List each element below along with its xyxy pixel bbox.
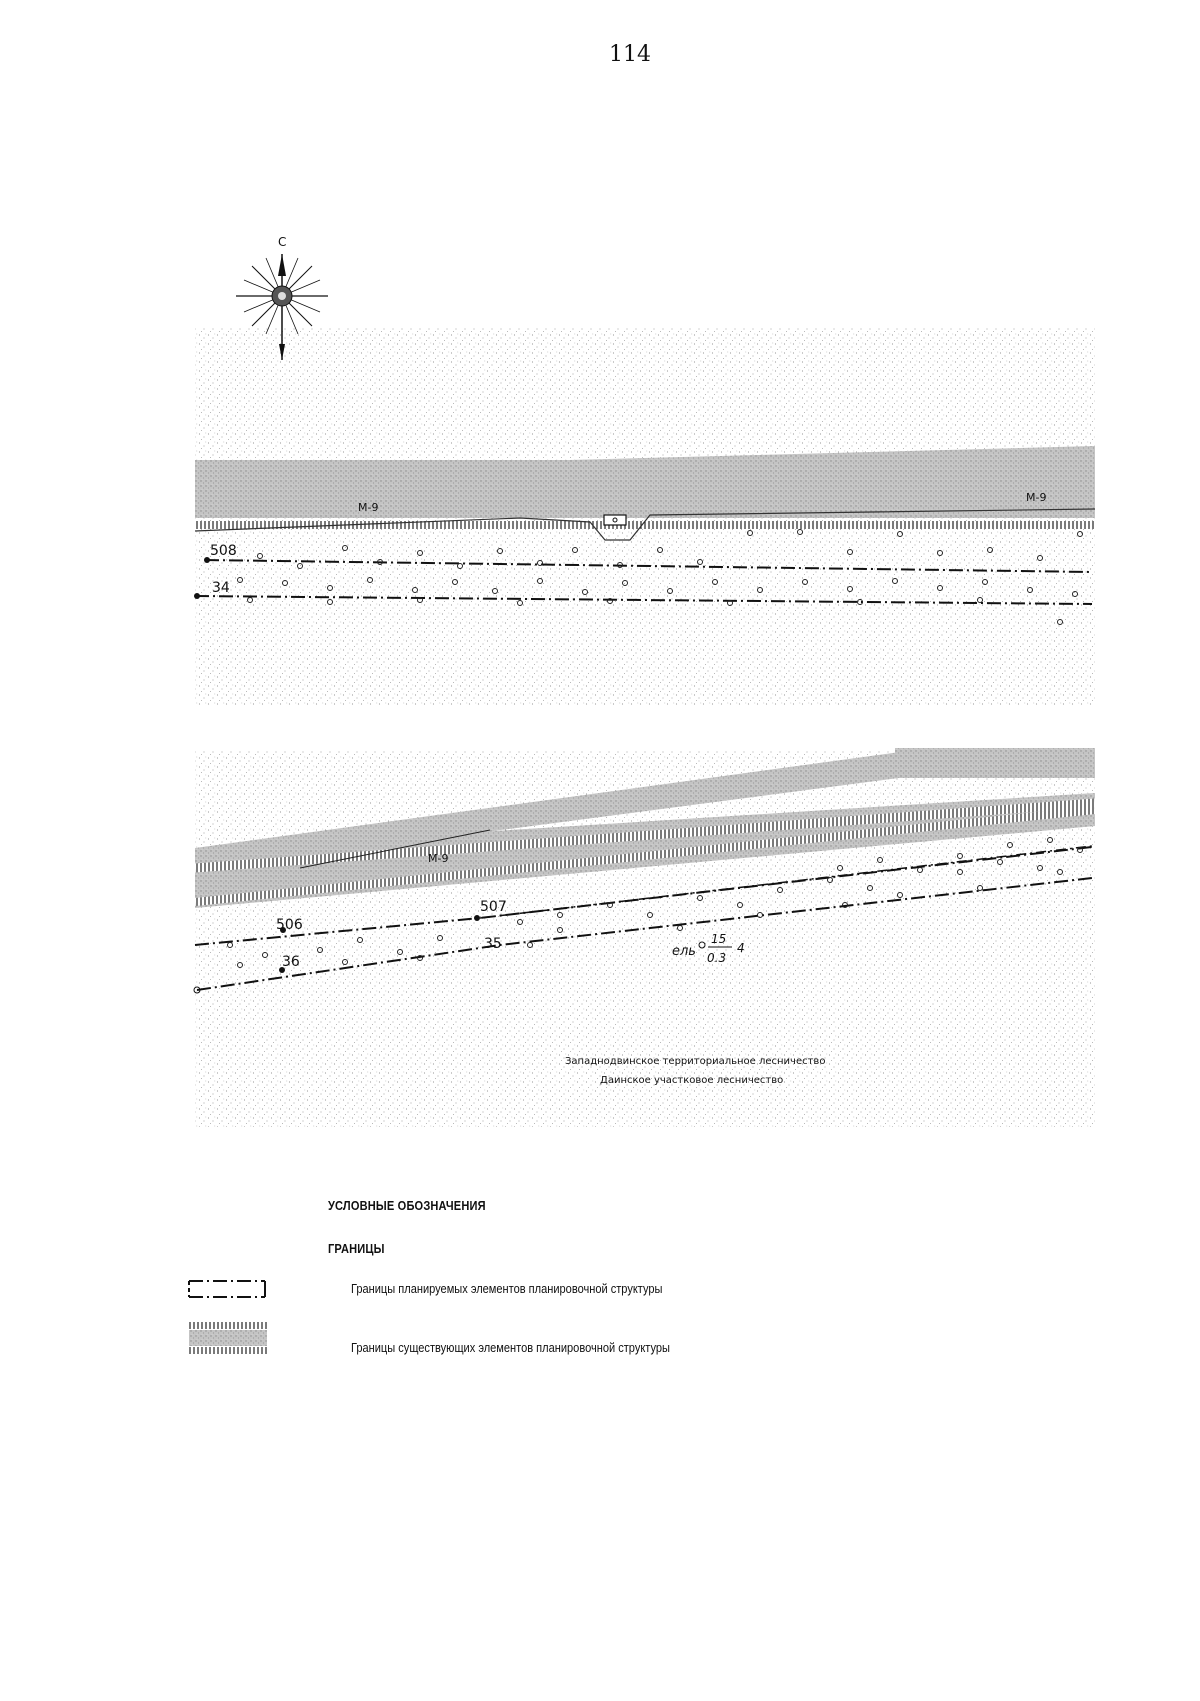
dash-dot-boundary-icon bbox=[185, 1275, 270, 1301]
forest-class-label: 4 bbox=[737, 941, 745, 955]
point-label-506: 506 bbox=[276, 917, 303, 933]
forestry-label-line1: Западнодвинское территориальное лесничество bbox=[565, 1056, 826, 1067]
page-number: 114 bbox=[609, 42, 651, 67]
road-structure-icon bbox=[604, 515, 626, 525]
north-label: С bbox=[278, 235, 287, 249]
legend-subtitle: ГРАНИЦЫ bbox=[328, 1241, 385, 1256]
road-label-upper-left: М-9 bbox=[358, 501, 379, 514]
legend-item-planned bbox=[185, 1275, 1085, 1305]
map-fragment-upper bbox=[194, 328, 1095, 705]
point-label-34: 34 bbox=[212, 580, 230, 596]
legend-item-existing bbox=[185, 1320, 1085, 1355]
legend-title: УСЛОВНЫЕ ОБОЗНАЧЕНИЯ bbox=[328, 1198, 486, 1213]
forest-numerator-label: 15 bbox=[711, 932, 727, 946]
forest-denominator-label: 0.3 bbox=[707, 951, 727, 965]
hatched-boundary-icon bbox=[185, 1320, 270, 1360]
legend-label-existing: Границы существующих элементов планировочной структуры bbox=[351, 1340, 670, 1355]
map-fragment-lower bbox=[194, 748, 1095, 1127]
road-label-lower: М-9 bbox=[428, 852, 449, 865]
point-label-508: 508 bbox=[210, 543, 237, 559]
road-label-upper-right: М-9 bbox=[1026, 491, 1047, 504]
forest-species-label: ель bbox=[672, 944, 696, 959]
road-corridor-upper bbox=[195, 460, 1095, 518]
point-label-35: 35 bbox=[484, 936, 502, 952]
forestry-label-line2: Даинское участковое лесничество bbox=[600, 1075, 784, 1086]
point-label-36: 36 bbox=[282, 954, 300, 970]
terrain-patch-lower bbox=[895, 748, 1095, 778]
legend-label-planned: Границы планируемых элементов планировочной структуры bbox=[351, 1281, 663, 1296]
point-label-507: 507 bbox=[480, 899, 507, 915]
